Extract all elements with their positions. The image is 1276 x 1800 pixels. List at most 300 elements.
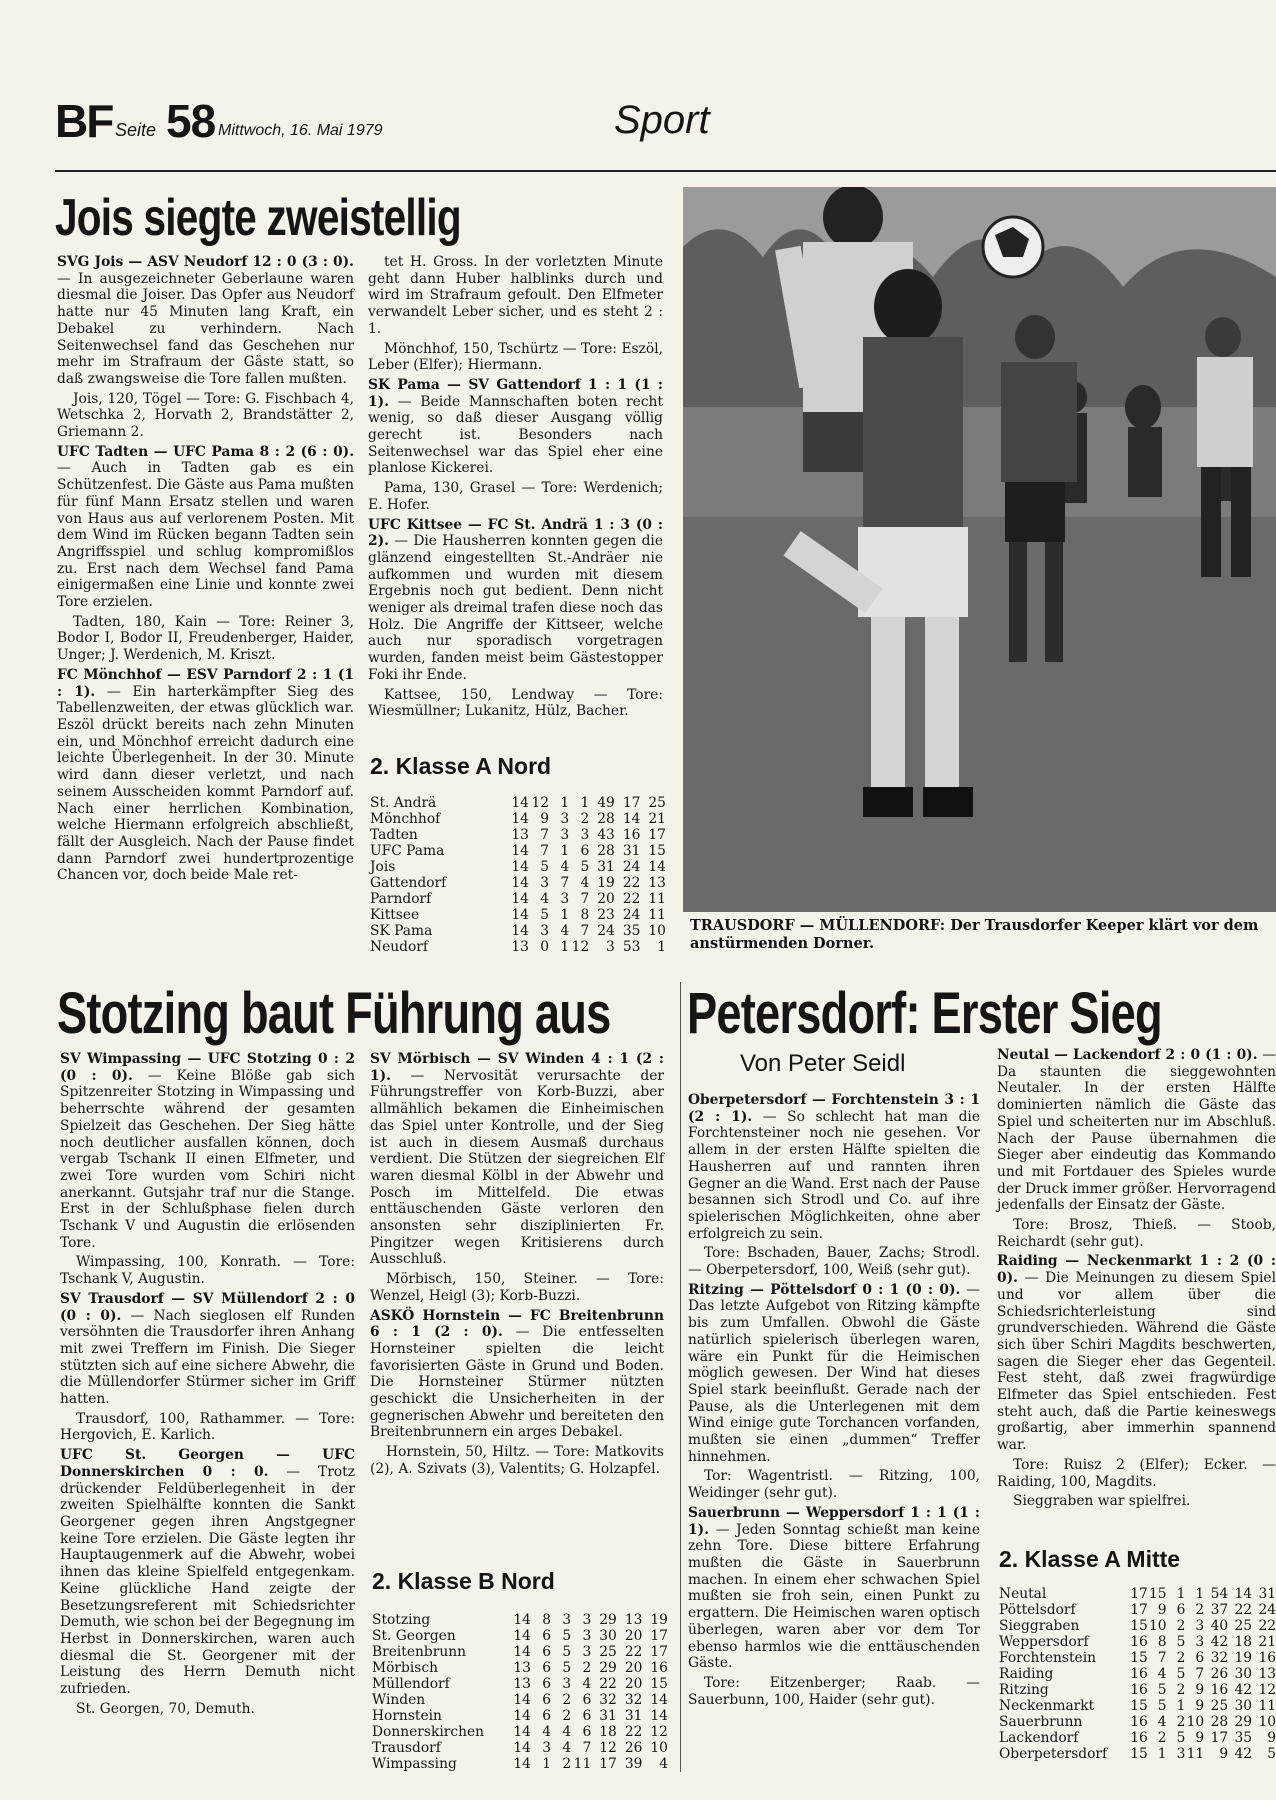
stat-cell: 2: [1176, 1618, 1186, 1634]
stat-cell: 4: [1157, 1714, 1167, 1730]
stat-cell: 14: [1234, 1586, 1253, 1602]
table-row: [370, 891, 666, 907]
paragraph-text: — Jeden Sonntag schießt man keine zehn Tore. Diese bittere Erfahrung mußten die Gäste in Sauerbrunn machen. In einem eher schwachen Spiel mußten sie froh sein, einen Punkt zu ergattern. Die Heimischen waren optisch überlegen, waren aber vor dem Tor ebenso harmlos wie die enttäuschenden Gäste.: [688, 1521, 980, 1672]
stat-cell: 6: [542, 1644, 552, 1660]
stat-cell: 8: [1157, 1634, 1167, 1650]
stat-cell: 13: [513, 1660, 531, 1676]
stat-cell: 3: [560, 811, 570, 827]
stat-cell: 5: [1157, 1682, 1167, 1698]
team-name: Trausdorf: [372, 1740, 441, 1756]
stat-cell: 2: [580, 811, 590, 827]
masthead-paper-logo: BF: [55, 95, 113, 147]
masthead-rule: [55, 170, 1276, 172]
paragraph-text: — In ausgezeichneter Geberlaune waren diesmal die Joiser. Das Opfer aus Neudorf hatte nur 45 Minuten lang Kraft, ein Debakel zu verhindern. Nach Seitenwechsel fand das Geschehen nur mehr im Strafraum der Gäste statt, so daß zwangsweise die Tore fallen mußten.: [57, 270, 354, 387]
masthead-date: Mittwoch, 16. Mai 1979: [218, 122, 383, 139]
table-row: [999, 1682, 1276, 1698]
paragraph: [688, 1245, 980, 1278]
table-row: [372, 1724, 668, 1740]
stat-cell: 14: [513, 1724, 531, 1740]
stat-cell: 3: [560, 827, 570, 843]
paragraph-text: — Die Meinungen zu diesem Spiel und vor allem über die Schiedsrichterleistung sind grundverschieden. Während die Gäste sich über Schiri Magdits beschwerten, sagen die Sieger eher das Gegenteil. Fest steht, daß zwei fragwürdige Elfmeter das Spiel entschieden. Fest steht auch, daß die Partie keineswegs großartig, aber immerhin spannend war.: [997, 1270, 1276, 1454]
stat-cell: 28: [597, 843, 615, 859]
stat-cell: 12: [650, 1724, 668, 1740]
paragraph: [370, 1308, 664, 1442]
stat-cell: 4: [582, 1676, 592, 1692]
stat-cell: 29: [599, 1660, 617, 1676]
paragraph-text: — Ein harterkämpfter Sieg des Tabellenzweiten, der etwas glücklich war. Eszöl drückt bereits nach zehn Minuten ein, und Mönchhof erreicht dadurch eine leichte Überlegenheit. In der 30. Minute wird dann dieser verletzt, und nach seinem Ausscheiden kommt Parndorf auf. Nach einer herrlichen Kombination, welche Hiermann erfolgreich abschließt, fällt der Ausgleich. Nach der Pause findet dann Parndorf zwei hundertprozentige Chancen vor, doch beide Male ret-: [57, 683, 354, 884]
article2-standings-table: [372, 1612, 668, 1772]
team-name: Donnerskirchen: [372, 1724, 485, 1740]
team-name: Mönchhof: [370, 811, 441, 827]
photo-caption-bold: TRAUSDORF — MÜLLENDORF:: [690, 917, 946, 934]
stat-cell: 5: [562, 1644, 572, 1660]
team-name: Raiding: [999, 1666, 1054, 1682]
paragraph: [368, 480, 663, 513]
stat-cell: 14: [650, 1708, 668, 1724]
paragraph-text: — Trotz drückender Feldüberlegenheit in der zweiten Spielhälfte konnten die Sankt Georgener gegen ihren Angstgegner keine Tore erzielen. Die Gäste legten ihr Hauptaugenmerk auf die Abwehr, wobei ihnen das kleine Spielfeld entgegenkam. Keine glückliche Hand zeigte der Besetzungsreferent mit Schiedsrichter Demuth, wie schon bei der Begegnung im Herbst in Donnerskirchen, waren auch diesmal die St. Georgener mit der Leistung des Herrn Demuth nicht zufrieden.: [60, 1463, 355, 1698]
team-name: Müllendorf: [372, 1676, 450, 1692]
stat-cell: 25: [599, 1644, 617, 1660]
paragraph: [997, 1253, 1276, 1453]
stat-cell: 4: [542, 1724, 552, 1740]
paragraph-text: Kattsee, 150, Lendway — Tore: Wiesmüllner; Lukanitz, Hülz, Bacher.: [368, 686, 663, 720]
stat-cell: 10: [1258, 1714, 1276, 1730]
stat-cell: 2: [1157, 1730, 1167, 1746]
stat-cell: 4: [562, 1740, 572, 1756]
table-row: [999, 1714, 1276, 1730]
stat-cell: 6: [542, 1676, 552, 1692]
paragraph: [60, 1447, 355, 1698]
article1-standings-table: [370, 795, 666, 955]
stat-cell: 17: [650, 1644, 668, 1660]
team-name: St. Andrä: [370, 795, 437, 811]
article2-col2: [370, 1051, 664, 1481]
table-row: [372, 1692, 668, 1708]
stat-cell: 19: [650, 1612, 668, 1628]
stat-cell: 15: [650, 1676, 668, 1692]
paragraph: [370, 1271, 664, 1304]
photo-caption: [690, 917, 1276, 953]
match-result: UFC Tadten — UFC Pama 8 : 2 (6 : 0).: [57, 443, 354, 460]
stat-cell: 13: [511, 939, 529, 955]
team-name: SK Pama: [370, 923, 433, 939]
stat-cell: 13: [624, 1612, 643, 1628]
stat-cell: 28: [597, 811, 615, 827]
stat-cell: 1: [1176, 1586, 1186, 1602]
stat-cell: 21: [1258, 1634, 1276, 1650]
table-row: [370, 859, 666, 875]
team-name: Neudorf: [370, 939, 428, 955]
stat-cell: 32: [624, 1692, 643, 1708]
stat-cell: 3: [1176, 1746, 1186, 1762]
stat-cell: 3: [582, 1612, 592, 1628]
stat-cell: 6: [582, 1724, 592, 1740]
masthead-page-number: 58: [166, 95, 216, 147]
stat-cell: 22: [624, 1724, 643, 1740]
stat-cell: 53: [622, 939, 641, 955]
paragraph: [60, 1051, 355, 1251]
table-row: [372, 1756, 668, 1772]
table-row: [372, 1708, 668, 1724]
table-row: [370, 875, 666, 891]
stat-cell: 12: [531, 795, 550, 811]
stat-cell: 13: [513, 1676, 531, 1692]
paragraph: [688, 1282, 980, 1466]
stat-cell: 17: [648, 827, 666, 843]
team-name: Winden: [372, 1692, 426, 1708]
stat-cell: 43: [597, 827, 615, 843]
stat-cell: 4: [560, 923, 570, 939]
table-row: [370, 923, 666, 939]
table-row: [370, 827, 666, 843]
table-row: [370, 795, 666, 811]
stat-cell: 18: [1234, 1634, 1253, 1650]
team-name: Sieggraben: [999, 1618, 1080, 1634]
stat-cell: 20: [624, 1660, 643, 1676]
stat-cell: 6: [582, 1692, 592, 1708]
stat-cell: 1: [1195, 1586, 1205, 1602]
stat-cell: 14: [511, 843, 529, 859]
team-name: Parndorf: [370, 891, 432, 907]
paragraph: [57, 444, 354, 611]
stat-cell: 8: [580, 907, 590, 923]
stat-cell: 14: [513, 1628, 531, 1644]
stat-cell: 11: [648, 907, 666, 923]
stat-cell: 3: [560, 891, 570, 907]
paragraph: [997, 1493, 1276, 1510]
paragraph-text: — Keine Blöße gab sich Spitzenreiter Stotzing in Wimpassing und beherrschte während der gesamten Spielzeit das Geschehen. Der Sieg hätte noch deutlicher ausfallen können, doch vergab Tschank II einen Elfmeter, und zwei Tore wurden vom Schiri nicht anerkannt. Gutsjahr traf nur die Stange. Erst in der Schlußphase fielen durch Tschank V und Augustin die erlösenden Tore.: [60, 1067, 355, 1251]
stat-cell: 17: [599, 1756, 617, 1772]
team-name: Mörbisch: [372, 1660, 438, 1676]
stat-cell: 3: [542, 1740, 552, 1756]
match-result: SK Pama — SV Gattendorf 1 : 1 (1 : 1).: [368, 376, 663, 410]
paragraph: [688, 1468, 980, 1501]
match-result: FC Mönchhof — ESV Parndorf 2 : 1 (1 : 1).: [57, 666, 354, 700]
article2-col1: [60, 1051, 355, 1720]
masthead-section: Sport: [614, 98, 710, 142]
stat-cell: 7: [540, 827, 550, 843]
stat-cell: 4: [1157, 1666, 1167, 1682]
stat-cell: 9: [1267, 1730, 1276, 1746]
paragraph: [368, 687, 663, 720]
stat-cell: 31: [597, 859, 615, 875]
stat-cell: 31: [599, 1708, 617, 1724]
article1-col1: [57, 254, 354, 887]
stat-cell: 18: [599, 1724, 617, 1740]
stat-cell: 35: [1234, 1730, 1253, 1746]
stat-cell: 3: [582, 1644, 592, 1660]
match-result: SVG Jois — ASV Neudorf 12 : 0 (3 : 0).: [57, 254, 354, 270]
stat-cell: 42: [1210, 1634, 1229, 1650]
stat-cell: 3: [1195, 1634, 1205, 1650]
stat-cell: 14: [511, 811, 529, 827]
stat-cell: 14: [511, 923, 529, 939]
paragraph: [368, 341, 663, 374]
stat-cell: 6: [580, 843, 590, 859]
stat-cell: 15: [1130, 1698, 1148, 1714]
stat-cell: 37: [1210, 1602, 1229, 1618]
stat-cell: 11: [1186, 1746, 1205, 1762]
stat-cell: 30: [1234, 1666, 1253, 1682]
stat-cell: 17: [1130, 1586, 1148, 1602]
paragraph-text: — Die Hausherren konnten gegen die glänzend eingestellten St.-Andräer nie aufkommen und wurden mit diesem Ergebnis noch gut bedient. Denn nicht weniger als dreimal trafen diese noch das Holz. Die Angriffe der Kittseer, welche auch nur sporadisch vorgetragen wurden, fanden meist beim Gästestopper Foki ihr Ende.: [368, 533, 663, 683]
paragraph-text: Hornstein, 50, Hiltz. — Tore: Matkovits (2), A. Szivats (3), Valentits; G. Holzapfel.: [370, 1444, 664, 1477]
stat-cell: 4: [540, 891, 550, 907]
stat-cell: 17: [1130, 1602, 1148, 1618]
stat-cell: 4: [560, 859, 570, 875]
table-row: [999, 1698, 1276, 1714]
stat-cell: 5: [580, 859, 590, 875]
paragraph: [997, 1457, 1276, 1490]
stat-cell: 14: [511, 907, 529, 923]
team-name: Neutal: [999, 1586, 1047, 1602]
paragraph-text: Tore: Bschaden, Bauer, Zachs; Strodl. — Oberpetersdorf, 100, Weiß (sehr gut).: [688, 1245, 980, 1279]
stat-cell: 7: [1157, 1650, 1167, 1666]
paragraph-text: Pama, 130, Grasel — Tore: Werdenich; E. Hofer.: [368, 480, 663, 513]
team-name: Gattendorf: [370, 875, 447, 891]
stat-cell: 24: [597, 923, 615, 939]
stat-cell: 0: [540, 939, 550, 955]
stat-cell: 26: [624, 1740, 643, 1756]
article2-table-title: 2. Klasse B Nord: [372, 1568, 555, 1594]
stat-cell: 2: [1176, 1714, 1186, 1730]
team-name: Neckenmarkt: [999, 1698, 1095, 1714]
stat-cell: 15: [1130, 1618, 1148, 1634]
stat-cell: 22: [1258, 1618, 1276, 1634]
stat-cell: 20: [624, 1628, 643, 1644]
stat-cell: 29: [1234, 1714, 1253, 1730]
paragraph-text: Sieggraben war spielfrei.: [1013, 1493, 1191, 1510]
stat-cell: 6: [1195, 1650, 1205, 1666]
table-row: [370, 843, 666, 859]
stat-cell: 22: [1234, 1602, 1253, 1618]
stat-cell: 16: [650, 1660, 668, 1676]
stat-cell: 2: [1195, 1602, 1205, 1618]
article3-standings-table: [999, 1586, 1276, 1762]
stat-cell: 22: [599, 1676, 617, 1692]
stat-cell: 25: [1210, 1698, 1229, 1714]
stat-cell: 2: [1176, 1650, 1186, 1666]
stat-cell: 5: [540, 859, 550, 875]
paragraph-text: — Beide Mannschaften boten recht wenig, so daß dieser Ausgang völlig gerecht ist. Besonders nach Seitenwechsel war das Spiel eher eine planlose Kickerei.: [368, 393, 663, 477]
table-row: [999, 1666, 1276, 1682]
stat-cell: 6: [1176, 1602, 1186, 1618]
paragraph: [57, 614, 354, 664]
stat-cell: 1: [560, 795, 570, 811]
stat-cell: 6: [542, 1692, 552, 1708]
stat-cell: 15: [1149, 1586, 1167, 1602]
team-name: Wimpassing: [372, 1756, 457, 1772]
table-row: [999, 1730, 1276, 1746]
stat-cell: 22: [622, 875, 641, 891]
team-name: Stotzing: [372, 1612, 431, 1628]
stat-cell: 40: [1210, 1618, 1229, 1634]
stat-cell: 7: [560, 875, 570, 891]
stat-cell: 1: [560, 907, 570, 923]
team-name: Pöttelsdorf: [999, 1602, 1076, 1618]
paragraph: [60, 1254, 355, 1287]
paragraph: [370, 1444, 664, 1477]
paragraph: [688, 1675, 980, 1708]
stat-cell: 24: [1258, 1602, 1276, 1618]
paragraph: [370, 1051, 664, 1268]
stat-cell: 30: [1234, 1698, 1253, 1714]
paragraph-text: Jois, 120, Tögel — Tore: G. Fischbach 4, Wetschka 2, Horvath 2, Brandstätter 2, Griemann 2.: [57, 390, 354, 441]
article3-table-title: 2. Klasse A Mitte: [999, 1546, 1181, 1572]
team-name: Sauerbrunn: [999, 1714, 1083, 1730]
stat-cell: 21: [648, 811, 666, 827]
stat-cell: 15: [1130, 1746, 1148, 1762]
stat-cell: 1: [560, 939, 570, 955]
stat-cell: 5: [1176, 1666, 1186, 1682]
article3-col1: [688, 1092, 980, 1711]
stat-cell: 11: [648, 891, 666, 907]
stat-cell: 26: [1210, 1666, 1229, 1682]
paragraph: [57, 667, 354, 884]
table-row: [999, 1602, 1276, 1618]
stat-cell: 2: [1176, 1682, 1186, 1698]
stat-cell: 16: [1130, 1634, 1148, 1650]
stat-cell: 16: [622, 827, 641, 843]
paragraph-text: Wimpassing, 100, Konrath. — Tore: Tschank V, Augustin.: [60, 1254, 355, 1288]
stat-cell: 9: [1195, 1698, 1205, 1714]
stat-cell: 19: [1234, 1650, 1253, 1666]
paragraph-text: Mönchhof, 150, Tschürtz — Tore: Eszöl, Leber (Elfer); Hiermann.: [368, 340, 663, 374]
team-name: Oberpetersdorf: [999, 1746, 1108, 1762]
stat-cell: 16: [1258, 1650, 1276, 1666]
stat-cell: 3: [606, 939, 615, 955]
stat-cell: 30: [599, 1628, 617, 1644]
paragraph-text: — So schlecht hat man die Forchtensteiner noch nie gesehen. Vor allem in der ersten Hälfte spielten die Hausherren auf und rannten ihren Gegner an die Wand. Erst nach der Pause besannen sich Strodl und Co. auf ihre spielerischen Möglichkeiten, ohne aber erfolgreich zu sein.: [688, 1108, 980, 1242]
team-name: Hornstein: [372, 1708, 442, 1724]
stat-cell: 12: [1258, 1682, 1276, 1698]
stat-cell: 15: [648, 843, 666, 859]
paragraph-text: — Da staunten die sieggewohnten Neutaler. In der ersten Hälfte dominierten nämlich die Gäste das Spiel und scheiterten nur im Abschluß. Nach der Pause übernahmen die Sieger aber eindeutig das Kommando und mit Fortdauer des Spieles wurde der Druck immer größer. Hervorragend jedenfalls der Einsatz der Gäste.: [997, 1047, 1276, 1214]
table-row: [372, 1612, 668, 1628]
match-result: Oberpetersdorf — Forchtenstein 3 : 1 (2 : 1).: [688, 1092, 980, 1125]
stat-cell: 14: [513, 1612, 531, 1628]
team-name: Jois: [370, 859, 396, 875]
stat-cell: 3: [540, 923, 550, 939]
stat-cell: 12: [571, 939, 590, 955]
stat-cell: 6: [542, 1660, 552, 1676]
stat-cell: 1: [580, 795, 590, 811]
stat-cell: 14: [513, 1644, 531, 1660]
paragraph-text: — Nach sieglosen elf Runden versöhnten die Trausdorfer ihren Anhang mit zwei Treffern im Finish. Die Sieger stützten sich auf eine sichere Abwehr, die die Müllendorfer Stürmer sicher im Griff hatten.: [60, 1307, 355, 1408]
stat-cell: 13: [511, 827, 529, 843]
paragraph: [60, 1411, 355, 1444]
team-name: Forchtenstein: [999, 1650, 1097, 1666]
paragraph-text: — Nervosität verursachte der Führungstreffer von Korb-Buzzi, aber allmählich bekamen die Einheimischen das Spiel unter Kontrolle, und der Sieg ist auch in diesem Ausmaß durchaus verdient. Die Stützen der siegreichen Elf waren diesmal Kölbl in der Abwehr und Posch im Mittelfeld. Die etwas enttäuschenden Gäste verloren den ansonsten sehr disziplinierten Fr. Pingitzer wegen Kritisierens durch Ausschluß.: [370, 1067, 664, 1268]
stat-cell: 49: [597, 795, 615, 811]
stat-cell: 3: [582, 1628, 592, 1644]
match-photo: [683, 187, 1276, 912]
stat-cell: 6: [542, 1708, 552, 1724]
stat-cell: 9: [1195, 1730, 1205, 1746]
stat-cell: 7: [1195, 1666, 1205, 1682]
team-name: UFC Pama: [370, 843, 445, 859]
stat-cell: 54: [1210, 1586, 1229, 1602]
stat-cell: 5: [1267, 1746, 1276, 1762]
table-row: [999, 1586, 1276, 1602]
stat-cell: 16: [1130, 1682, 1148, 1698]
stat-cell: 3: [562, 1612, 572, 1628]
stat-cell: 24: [622, 907, 641, 923]
paragraph-text: — Das letzte Aufgebot von Ritzing kämpfte bis zum Umfallen. Obwohl die Gäste natürlich spielerisch überlegen waren, wäre ein Punkt für die Heimischen möglich gewesen. Der Wind hat dieses Spiel stark beeinflußt. Gerade nach der Pause, als die Unterlegenen mit dem Wind einige gute Torchancen vorfanden, mußten sie einen „dummen“ Treffer hinnehmen.: [688, 1281, 980, 1465]
paragraph-text: Tor: Wagentristl. — Ritzing, 100, Weidinger (sehr gut).: [688, 1468, 980, 1502]
article3-headline: Petersdorf: Erster Sieg: [687, 981, 1162, 1046]
article1-headline: Jois siegte zweistellig: [55, 189, 461, 247]
paragraph-text: Mörbisch, 150, Steiner. — Tore: Wenzel, Heigl (3); Korb-Buzzi.: [370, 1271, 664, 1304]
stat-cell: 31: [624, 1708, 643, 1724]
stat-cell: 14: [511, 875, 529, 891]
stat-cell: 4: [562, 1724, 572, 1740]
table-row: [372, 1676, 668, 1692]
stat-cell: 3: [580, 827, 590, 843]
stat-cell: 11: [1258, 1698, 1276, 1714]
stat-cell: 16: [1130, 1666, 1148, 1682]
table-row: [999, 1650, 1276, 1666]
stat-cell: 7: [580, 923, 590, 939]
team-name: St. Georgen: [372, 1628, 456, 1644]
paragraph: [60, 1291, 355, 1408]
match-result: SV Mörbisch — SV Winden 4 : 1 (2 : 1).: [370, 1051, 664, 1084]
stat-cell: 19: [597, 875, 615, 891]
stat-cell: 14: [513, 1692, 531, 1708]
stat-cell: 14: [511, 891, 529, 907]
match-result: SV Trausdorf — SV Müllendorf 2 : 0 (0 : 0).: [60, 1290, 355, 1324]
team-name: Breitenbrunn: [372, 1644, 466, 1660]
stat-cell: 31: [622, 843, 641, 859]
paragraph-text: Tore: Brosz, Thieß. — Stoob, Reichardt (sehr gut).: [997, 1217, 1276, 1250]
paragraph-text: Tore: Eitzenberger; Raab. — Sauerbunn, 100, Haider (sehr gut).: [688, 1674, 980, 1708]
stat-cell: 14: [648, 859, 666, 875]
stat-cell: 6: [542, 1628, 552, 1644]
paragraph: [368, 254, 663, 338]
stat-cell: 25: [1234, 1618, 1253, 1634]
stat-cell: 10: [1186, 1714, 1205, 1730]
match-result: UFC Kittsee — FC St. Andrä 1 : 3 (0 : 2).: [368, 516, 663, 550]
stat-cell: 39: [624, 1756, 643, 1772]
stat-cell: 5: [1176, 1634, 1186, 1650]
stat-cell: 25: [648, 795, 666, 811]
paragraph-text: St. Georgen, 70, Demuth.: [76, 1700, 255, 1717]
paragraph-text: Tadten, 180, Kain — Tore: Reiner 3, Bodor I, Bodor II, Freudenberger, Haider, Unger; J. Werdenich, M. Kriszt.: [57, 613, 354, 664]
stat-cell: 14: [511, 859, 529, 875]
stat-cell: 29: [599, 1612, 617, 1628]
paragraph-text: tet H. Gross. In der vorletzten Minute geht dann Huber halblinks durch und wird im Strafraum gefoult. Den Elfmeter verwandelt Leber sicher, und es steht 2 : 1.: [368, 254, 663, 337]
stat-cell: 32: [1210, 1650, 1229, 1666]
paragraph: [60, 1701, 355, 1718]
photo-caption-text: Der Trausdorfer Keeper klärt vor dem anstürmenden Dorner.: [690, 917, 1259, 952]
match-result: Ritzing — Pöttelsdorf 0 : 1 (0 : 0).: [688, 1281, 961, 1298]
stat-cell: 4: [659, 1756, 668, 1772]
stat-cell: 15: [1130, 1650, 1148, 1666]
stat-cell: 14: [650, 1692, 668, 1708]
stat-cell: 16: [1130, 1730, 1148, 1746]
stat-cell: 2: [562, 1692, 572, 1708]
team-name: Tadten: [370, 827, 418, 843]
table-row: [370, 811, 666, 827]
stat-cell: 1: [560, 843, 570, 859]
stat-cell: 5: [540, 907, 550, 923]
stat-cell: 32: [599, 1692, 617, 1708]
stat-cell: 5: [1176, 1730, 1186, 1746]
table-row: [372, 1644, 668, 1660]
stat-cell: 7: [580, 891, 590, 907]
article3-col2: [997, 1047, 1276, 1513]
stat-cell: 17: [622, 795, 641, 811]
